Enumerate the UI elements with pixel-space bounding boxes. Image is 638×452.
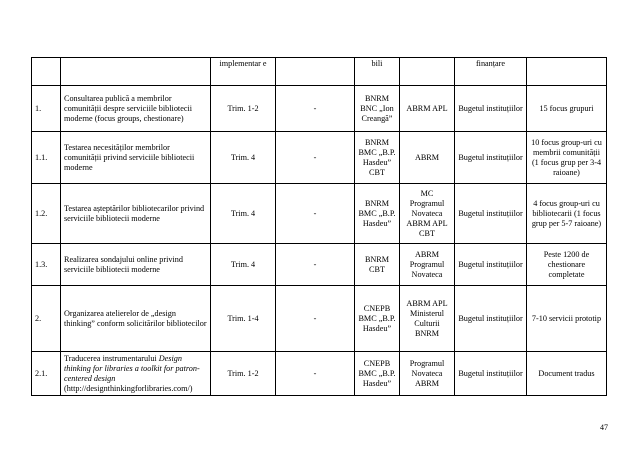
row-responsible: BNRM CBT	[355, 244, 400, 286]
row-term: Trim. 4	[211, 132, 276, 184]
row-activity	[61, 352, 211, 396]
row-responsible: CNEPB BMC „B.P. Hasdeu”	[355, 352, 400, 396]
row-term: Trim. 1-4	[211, 286, 276, 352]
table-header-row	[32, 58, 607, 86]
header-term: implementar e	[211, 58, 276, 86]
row-financing: Bugetul instituțiilor	[455, 132, 527, 184]
row-partners: MC Programul Novateca ABRM APL CBT	[400, 184, 455, 244]
row-financing: Bugetul instituțiilor	[455, 352, 527, 396]
activity-prefix: Traducerea instrumentarului	[64, 353, 159, 363]
row-partners: ABRM Programul Novateca	[400, 244, 455, 286]
header-number	[32, 58, 61, 86]
row-financing: Bugetul instituțiilor	[455, 286, 527, 352]
table-row	[32, 286, 607, 352]
row-indicators: 7-10 servicii prototip	[527, 286, 607, 352]
header-activity	[61, 58, 211, 86]
row-term: Trim. 1-2	[211, 352, 276, 396]
header-budget	[276, 58, 355, 86]
header-responsible: bili	[355, 58, 400, 86]
row-budget: -	[276, 286, 355, 352]
row-activity: Consultarea publică a membrilor comunității despre serviciile bibliotecii moderne (focus groups, chestionare)	[61, 86, 211, 132]
page-number: 47	[600, 423, 608, 432]
table-row	[32, 244, 607, 286]
row-budget: -	[276, 132, 355, 184]
row-activity: Realizarea sondajului online privind serviciile bibliotecii moderne	[61, 244, 211, 286]
row-term: Trim. 1-2	[211, 86, 276, 132]
table-row	[32, 86, 607, 132]
row-partners: ABRM APL	[400, 86, 455, 132]
row-activity: Testarea necesităților membrilor comunității privind serviciile bibliotecii moderne	[61, 132, 211, 184]
row-indicators: 10 focus group-uri cu membrii comunității (1 focus grup per 3-4 raioane)	[527, 132, 607, 184]
row-activity: Organizarea atelierelor de „design thinking” conform solicitărilor bibliotecilor	[61, 286, 211, 352]
row-term: Trim. 4	[211, 184, 276, 244]
row-financing: Bugetul instituțiilor	[455, 86, 527, 132]
activity-italic-title: Design thinking for libraries a toolkit for patron-centered design	[64, 353, 200, 383]
row-financing: Bugetul instituțiilor	[455, 184, 527, 244]
row-number: 1.	[32, 86, 61, 132]
header-partners	[400, 58, 455, 86]
row-partners: ABRM APL Ministerul Culturii BNRM	[400, 286, 455, 352]
row-number: 1.1.	[32, 132, 61, 184]
table-row	[32, 352, 607, 396]
row-financing: Bugetul instituțiilor	[455, 244, 527, 286]
row-responsible: BNRM BNC „Ion Creangă”	[355, 86, 400, 132]
header-financing: finanțare	[455, 58, 527, 86]
row-partners: ABRM	[400, 132, 455, 184]
row-indicators: 15 focus grupuri	[527, 86, 607, 132]
row-responsible: BNRM BMC „B.P. Hasdeu”	[355, 184, 400, 244]
row-number: 1.3.	[32, 244, 61, 286]
row-term: Trim. 4	[211, 244, 276, 286]
activity-url: (http://designthinkingforlibraries.com/)	[64, 383, 193, 393]
row-budget: -	[276, 244, 355, 286]
table-row	[32, 132, 607, 184]
row-indicators: Peste 1200 de chestionare completate	[527, 244, 607, 286]
row-number: 2.	[32, 286, 61, 352]
row-responsible: CNEPB BMC „B.P. Hasdeu”	[355, 286, 400, 352]
row-budget: -	[276, 86, 355, 132]
row-indicators: Document tradus	[527, 352, 607, 396]
row-partners: Programul Novateca ABRM	[400, 352, 455, 396]
row-number: 1.2.	[32, 184, 61, 244]
row-indicators: 4 focus group-uri cu bibliotecarii (1 focus grup per 5-7 raioane)	[527, 184, 607, 244]
table-row	[32, 184, 607, 244]
row-number: 2.1.	[32, 352, 61, 396]
row-activity: Testarea așteptărilor bibliotecarilor privind serviciile bibliotecii moderne	[61, 184, 211, 244]
header-indicators	[527, 58, 607, 86]
row-budget: -	[276, 352, 355, 396]
row-budget: -	[276, 184, 355, 244]
action-plan-table	[31, 57, 607, 396]
row-responsible: BNRM BMC „B.P. Hasdeu” CBT	[355, 132, 400, 184]
